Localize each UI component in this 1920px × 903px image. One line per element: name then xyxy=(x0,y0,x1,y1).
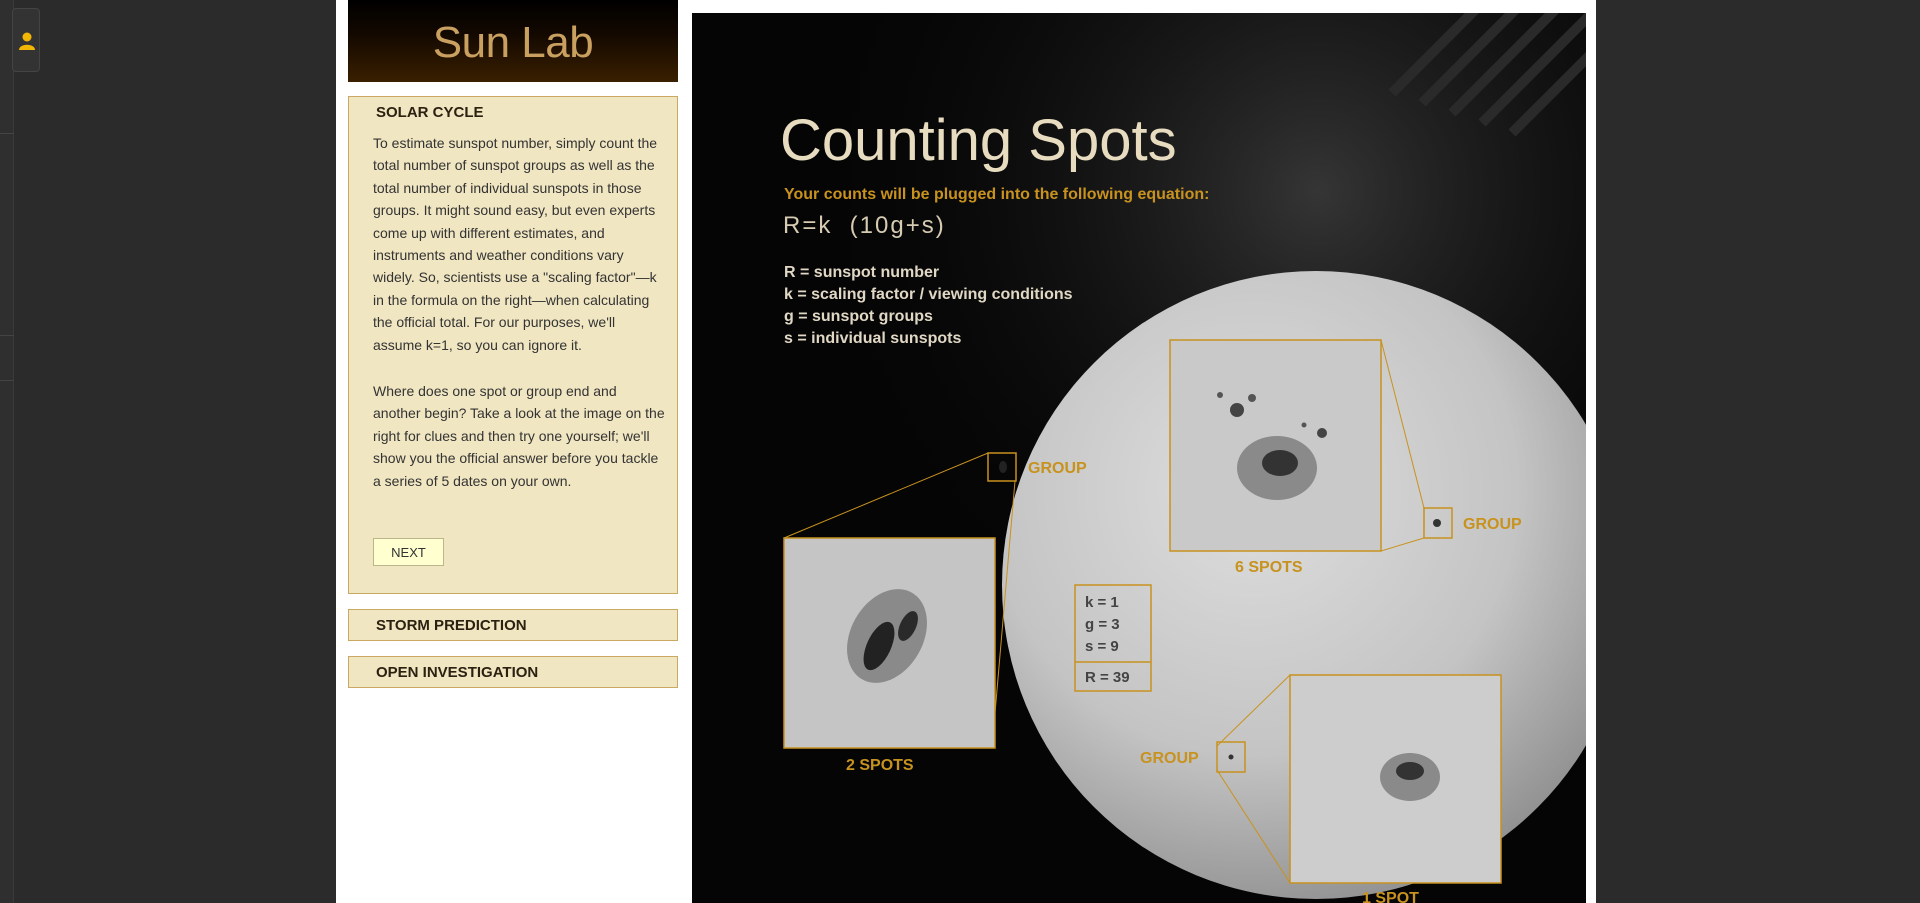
solar-cycle-panel xyxy=(348,96,678,594)
panel-paragraph: To estimate sunspot number, simply count the total number of sunspot groups as well as the total number of individual sunspots in those groups. It might sound easy, but even experts come up with different estimates, and instruments and weather conditions vary widely. So, scientists use a "scaling factor"—k in the formula on the right—when calculating the official total. For our purposes, we'll assume k=1, so you can ignore it. xyxy=(373,135,658,353)
next-button[interactable]: NEXT xyxy=(373,538,444,566)
counting-spots-figure xyxy=(692,13,1586,903)
legend-item: s = individual sunspots xyxy=(784,330,962,347)
panel-paragraph: Where does one spot or group end and another begin? Take a look at the image on the right for clues and then try one yourself; we'll show you the official answer before you tackle a series of 5 dates on your own. xyxy=(373,383,665,489)
inset-2-spots xyxy=(784,538,995,774)
inset-6-spots xyxy=(1170,340,1381,576)
result-value: R = 39 xyxy=(1085,669,1130,686)
legend-item: k = scaling factor / viewing conditions xyxy=(784,286,1073,303)
banner xyxy=(348,0,678,82)
figure-title: Counting Spots xyxy=(780,108,1177,173)
inset-label: 1 SPOT xyxy=(1362,890,1419,903)
figure-subtitle: Your counts will be plugged into the following equation: xyxy=(784,186,1210,203)
legend-item: g = sunspot groups xyxy=(784,308,933,325)
banner-title: Sun Lab xyxy=(432,18,594,67)
section-storm-prediction[interactable]: STORM PREDICTION xyxy=(348,609,678,641)
panel-title[interactable]: SOLAR CYCLE xyxy=(376,104,484,121)
group-label: GROUP xyxy=(1140,750,1199,767)
legend-item: R = sunspot number xyxy=(784,264,940,281)
panel-body xyxy=(373,132,667,492)
value-item: k = 1 xyxy=(1085,594,1119,611)
figure-graphic xyxy=(692,13,1586,903)
value-item: g = 3 xyxy=(1085,616,1120,633)
gutter-divider xyxy=(0,335,14,336)
left-gutter xyxy=(0,0,14,903)
inset-label: 2 SPOTS xyxy=(846,757,914,774)
section-open-investigation[interactable]: OPEN INVESTIGATION xyxy=(348,656,678,688)
group-label: GROUP xyxy=(1028,460,1087,477)
value-item: s = 9 xyxy=(1085,638,1119,655)
figure-equation: R=k (10g+s) xyxy=(783,212,946,239)
group-label: GROUP xyxy=(1463,516,1522,533)
inset-label: 6 SPOTS xyxy=(1235,559,1303,576)
inset-1-spot xyxy=(1290,675,1501,903)
user-tab[interactable] xyxy=(12,8,40,72)
gutter-divider xyxy=(0,380,14,381)
gutter-divider xyxy=(0,133,14,134)
user-icon xyxy=(18,31,36,51)
